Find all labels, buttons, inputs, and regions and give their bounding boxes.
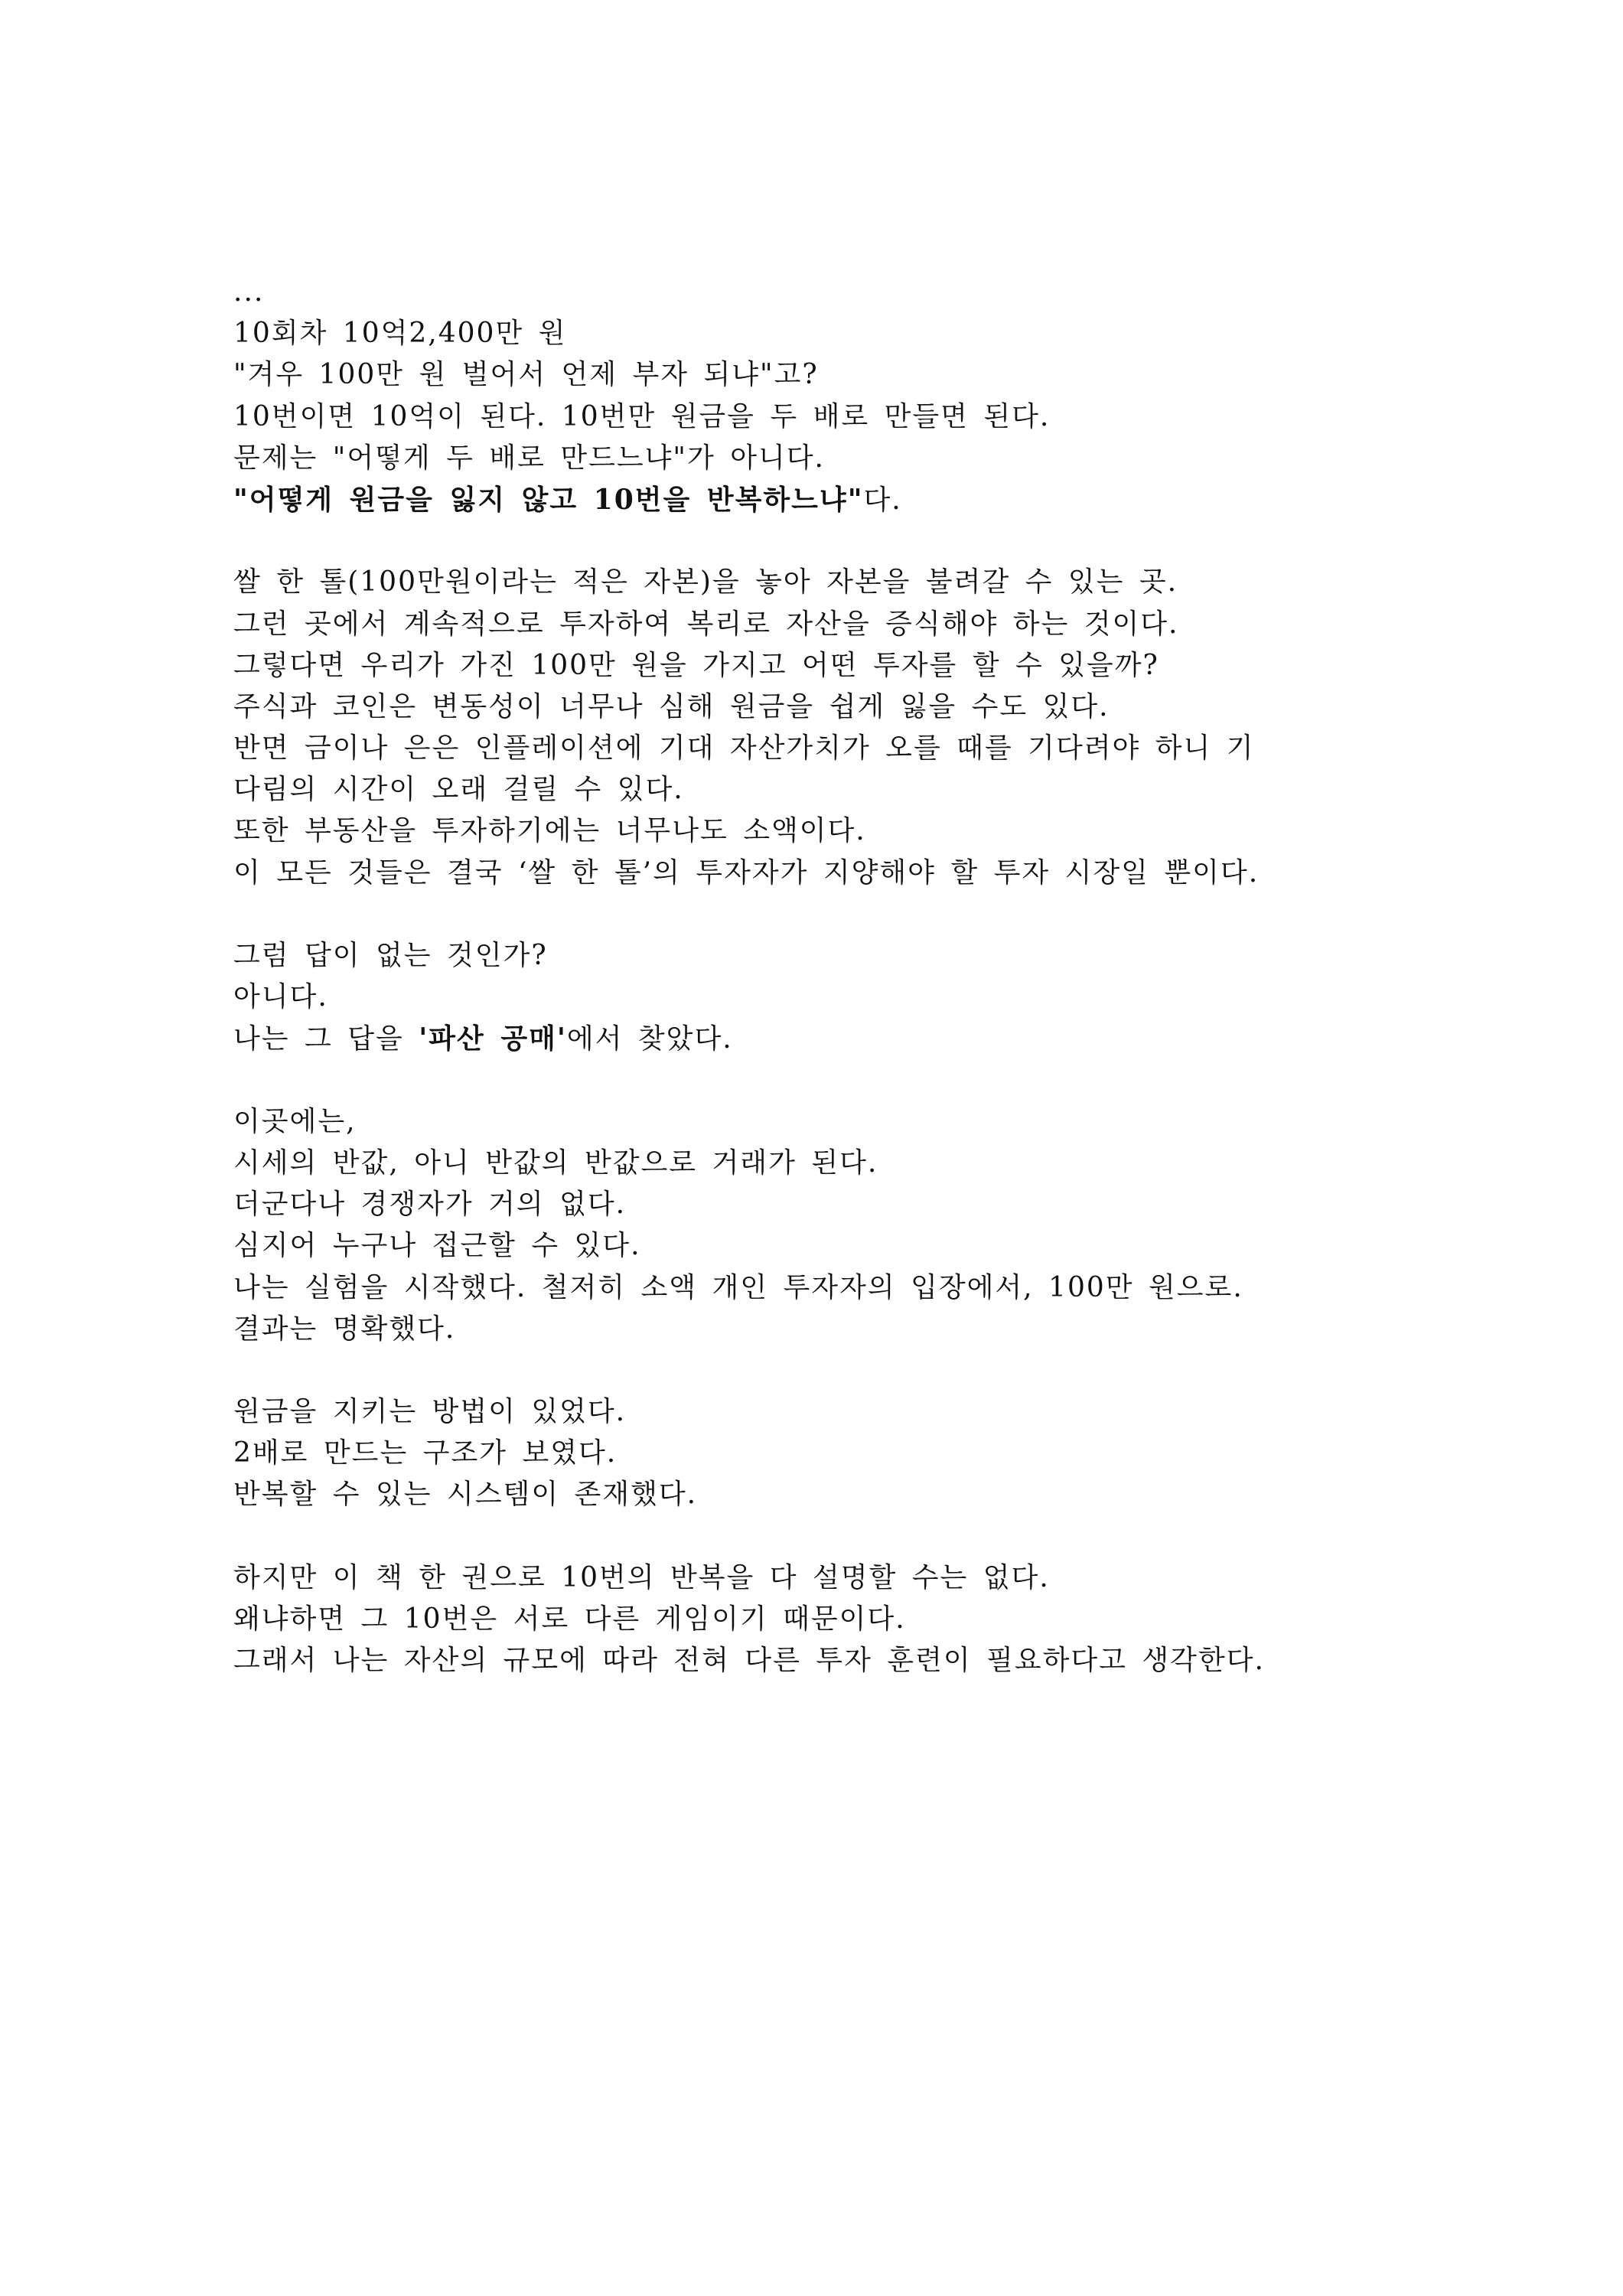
blank-line (233, 1350, 1427, 1391)
text-line: 나는 실험을 시작했다. 철저히 소액 개인 투자자의 입장에서, 100만 원으로. (233, 1271, 1243, 1303)
blank-line (233, 520, 1427, 562)
text-line: 이곳에는, (233, 1105, 357, 1137)
text-line: 10회차 10억2,400만 원 (233, 318, 567, 350)
text-line: 그래서 나는 자산의 규모에 따라 전혀 다른 투자 훈련이 필요하다고 생각한다. (233, 1645, 1265, 1677)
text-line: 원금을 지키는 방법이 있었다. (233, 1396, 627, 1428)
blank-line (233, 1060, 1427, 1101)
trailing-text: 에서 찾았다. (566, 1023, 733, 1055)
text-line: 심지어 누구나 접근할 수 있다. (233, 1230, 641, 1262)
text-line: 더군다나 경쟁자가 거의 없다. (233, 1189, 627, 1221)
text-line: 다림의 시간이 오래 걸릴 수 있다. (233, 774, 684, 806)
text-line-emphasis (233, 479, 1427, 520)
text-line: 아니다. (233, 981, 328, 1013)
text-line: 또한 부동산을 투자하기에는 너무나도 소액이다. (233, 815, 866, 847)
text-line: 반면 금이나 은은 인플레이션에 기대 자산가치가 오를 때를 기다려야 하니 기 (233, 732, 1255, 765)
text-line: "겨우 100만 원 벌어서 언제 부자 되냐"고? (233, 359, 819, 391)
text-line: 하지만 이 책 한 권으로 10번의 반복을 다 설명할 수는 없다. (233, 1561, 1050, 1593)
ellipsis-line: ... (233, 276, 265, 308)
text-line: 주식과 코인은 변동성이 너무나 심해 원금을 쉽게 잃을 수도 있다. (233, 690, 1110, 722)
bold-phrase: '파산 공매' (419, 1022, 567, 1055)
text-line: 이 모든 것들은 결국 ‘쌀 한 톨’의 투자자가 지양해야 할 투자 시장일 뿐이다. (233, 856, 1260, 889)
text-line: 결과는 명확했다. (233, 1313, 456, 1345)
text-line: 쌀 한 톨(100만원이라는 적은 자본)을 놓아 자본을 불려갈 수 있는 곳. (233, 566, 1178, 598)
text-line: 문제는 "어떻게 두 배로 만드느냐"가 아니다. (233, 442, 825, 474)
text-line-emphasis (233, 1018, 1427, 1059)
text-line: 왜냐하면 그 10번은 서로 다른 게임이기 때문이다. (233, 1603, 906, 1635)
text-line: 반복할 수 있는 시스템이 존재했다. (233, 1479, 698, 1511)
body-text (233, 272, 1427, 1681)
text-line: 그럼 답이 없는 것인가? (233, 940, 548, 971)
text-line: 그런 곳에서 계속적으로 투자하여 복리로 자산을 증식해야 하는 것이다. (233, 608, 1179, 640)
blank-line (233, 1516, 1427, 1557)
text-line: 2배로 만드는 구조가 보였다. (233, 1437, 618, 1469)
text-line: 시세의 반값, 아니 반값의 반값으로 거래가 된다. (233, 1146, 878, 1179)
blank-line (233, 894, 1427, 935)
leading-text: 나는 그 답을 (233, 1023, 419, 1055)
text-line: 10번이면 10억이 된다. 10번만 원금을 두 배로 만들면 된다. (233, 400, 1051, 432)
text-line: 그렇다면 우리가 가진 100만 원을 가지고 어떤 투자를 할 수 있을까? (233, 649, 1159, 681)
trailing-text: 다. (863, 484, 902, 516)
bold-phrase: "어떻게 원금을 잃지 않고 10번을 반복하느냐" (233, 483, 864, 516)
